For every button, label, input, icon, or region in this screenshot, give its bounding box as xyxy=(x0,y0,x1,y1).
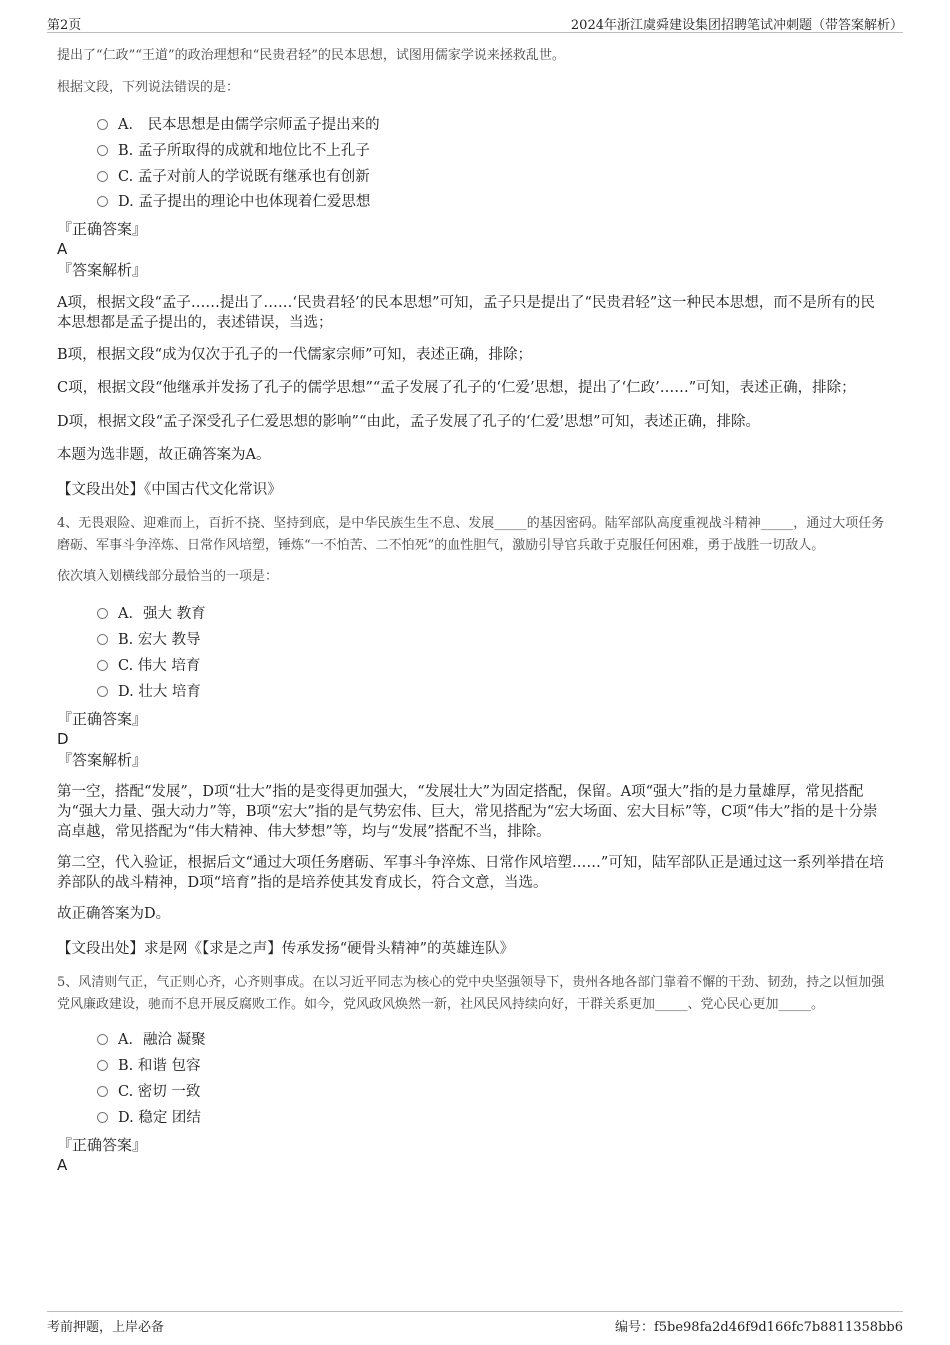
q4-option-b[interactable]: B. 宏大 教导 xyxy=(97,629,200,651)
radio-icon[interactable] xyxy=(97,145,108,156)
q5-answer-label: 『正确答案』 xyxy=(57,1136,148,1154)
q3-answer-label: 『正确答案』 xyxy=(57,220,148,238)
radio-icon[interactable] xyxy=(97,196,108,207)
radio-icon[interactable] xyxy=(97,119,108,130)
page-number: 第2页 xyxy=(47,18,82,33)
page-header xyxy=(47,12,903,33)
radio-icon[interactable] xyxy=(97,660,108,671)
q4-stem: 4、无畏艰险、迎难而上，百折不挠、坚持到底，是中华民族生生不息、发展_____的基因密码。陆军部队高度重视战斗精神_____，通过大项任务磨砺、军事斗争淬炼、日常作风培塑，锤炼“一不怕苦、二不怕死”的血性胆气，激励引导官兵敢于克服任何困难，勇于战胜一切敌人。 xyxy=(57,516,885,553)
footer-slogan: 考前押题，上岸必备 xyxy=(47,1320,165,1335)
q4-analysis-blank1: 第一空，搭配“发展”，D项“壮大”指的是变得更加强大，“发展壮大”为固定搭配，保留。A项“强大”指的是力量雄厚，常见搭配为“强大力量、强大动力”等，B项“宏大”指的是气势宏伟、巨大，常见搭配为“宏大场面、宏大目标”等，C项“伟大”指的是十分崇高卓越，常见搭配为“伟大精神、伟大梦想”等，均与“发展”搭配不当，排除。 xyxy=(57,784,878,840)
q3-analysis-label: 『答案解析』 xyxy=(57,261,148,279)
q4-option-d[interactable]: D. 壮大 培育 xyxy=(97,681,201,703)
q4-source: 【文段出处】求是网《【求是之声】传承发扬“硬骨头精神”的英雄连队》 xyxy=(57,941,515,957)
q3-answer: A xyxy=(57,240,68,258)
q3-analysis-a: A项，根据文段“孟子……提出了……‘民贵君轻’的民本思想”可知，孟子只是提出了“民贵君轻”这一种民本思想，而不是所有的民本思想都是孟子提出的，表述错误，当选； xyxy=(57,295,875,331)
q3-option-d[interactable]: D. 孟子提出的理论中也体现着仁爱思想 xyxy=(97,191,370,213)
q5-option-b[interactable]: B. 和谐 包容 xyxy=(97,1055,200,1077)
radio-icon[interactable] xyxy=(97,171,108,182)
q3-option-b[interactable]: B. 孟子所取得的成就和地位比不上孔子 xyxy=(97,140,370,162)
q3-analysis-c: C项，根据文段“他继承并发扬了孔子的儒学思想”“孟子发展了孔子的‘仁爱’思想，提出了‘仁政’……”可知，表述正确，排除； xyxy=(57,380,856,396)
radio-icon[interactable] xyxy=(97,1060,108,1071)
radio-icon[interactable] xyxy=(97,1086,108,1097)
radio-icon[interactable] xyxy=(97,1034,108,1045)
q5-answer: A xyxy=(57,1156,68,1174)
document-title: 2024年浙江虞舜建设集团招聘笔试冲刺题（带答案解析） xyxy=(570,18,903,33)
q3-option-a[interactable]: A． 民本思想是由儒学宗师孟子提出来的 xyxy=(97,114,380,136)
q4-prompt: 依次填入划横线部分最恰当的一项是： xyxy=(57,569,279,584)
radio-icon[interactable] xyxy=(97,1112,108,1123)
q5-option-a[interactable]: A．融洽 凝聚 xyxy=(97,1029,206,1051)
q3-prompt: 根据文段，下列说法错误的是： xyxy=(57,80,240,95)
q5-option-c[interactable]: C. 密切 一致 xyxy=(97,1081,200,1103)
q4-answer-label: 『正确答案』 xyxy=(57,710,148,728)
radio-icon[interactable] xyxy=(97,686,108,697)
q3-analysis-d: D项，根据文段“孟子深受孔子仁爱思想的影响”“由此，孟子发展了孔子的‘仁爱’思想”可知，表述正确，排除。 xyxy=(57,414,760,430)
q3-conclusion: 本题为选非题，故正确答案为A。 xyxy=(57,447,271,463)
q3-analysis-b: B项，根据文段“成为仅次于孔子的一代儒家宗师”可知，表述正确，排除； xyxy=(57,347,532,363)
q4-answer: D xyxy=(57,730,69,748)
q3-source: 【文段出处】《中国古代文化常识》 xyxy=(57,482,282,498)
q4-analysis-label: 『答案解析』 xyxy=(57,751,148,769)
page-footer xyxy=(47,1311,903,1336)
q5-option-d[interactable]: D. 稳定 团结 xyxy=(97,1107,201,1129)
q4-conclusion: 故正确答案为D。 xyxy=(57,906,171,922)
q3-passage-tail: 提出了“仁政”“王道”的政治理想和“民贵君轻”的民本思想，试图用儒家学说来拯救乱世。 xyxy=(57,48,565,63)
q4-option-a[interactable]: A．强大 教育 xyxy=(97,603,206,625)
document-id: 编号：f5be98fa2d46f9d166fc7b8811358bb6 xyxy=(614,1320,903,1335)
q4-analysis-blank2: 第二空，代入验证，根据后文“通过大项任务磨砺、军事斗争淬炼、日常作风培塑……”可知，陆军部队正是通过这一系列举措在培养部队的战斗精神，D项“培育”指的是培养使其发育成长，符合文意，当选。 xyxy=(57,855,884,891)
radio-icon[interactable] xyxy=(97,634,108,645)
q5-stem: 5、风清则气正，气正则心齐，心齐则事成。在以习近平同志为核心的党中央坚强领导下，贵州各地各部门靠着不懈的干劲、韧劲，持之以恒加强党风廉政建设，驰而不息开展反腐败工作。如今，党风政风焕然一新，社风民风持续向好，干群关系更加_____、党心民心更加_____。 xyxy=(57,975,885,1012)
q4-option-c[interactable]: C. 伟大 培育 xyxy=(97,655,200,677)
radio-icon[interactable] xyxy=(97,608,108,619)
q3-option-c[interactable]: C. 孟子对前人的学说既有继承也有创新 xyxy=(97,166,370,188)
